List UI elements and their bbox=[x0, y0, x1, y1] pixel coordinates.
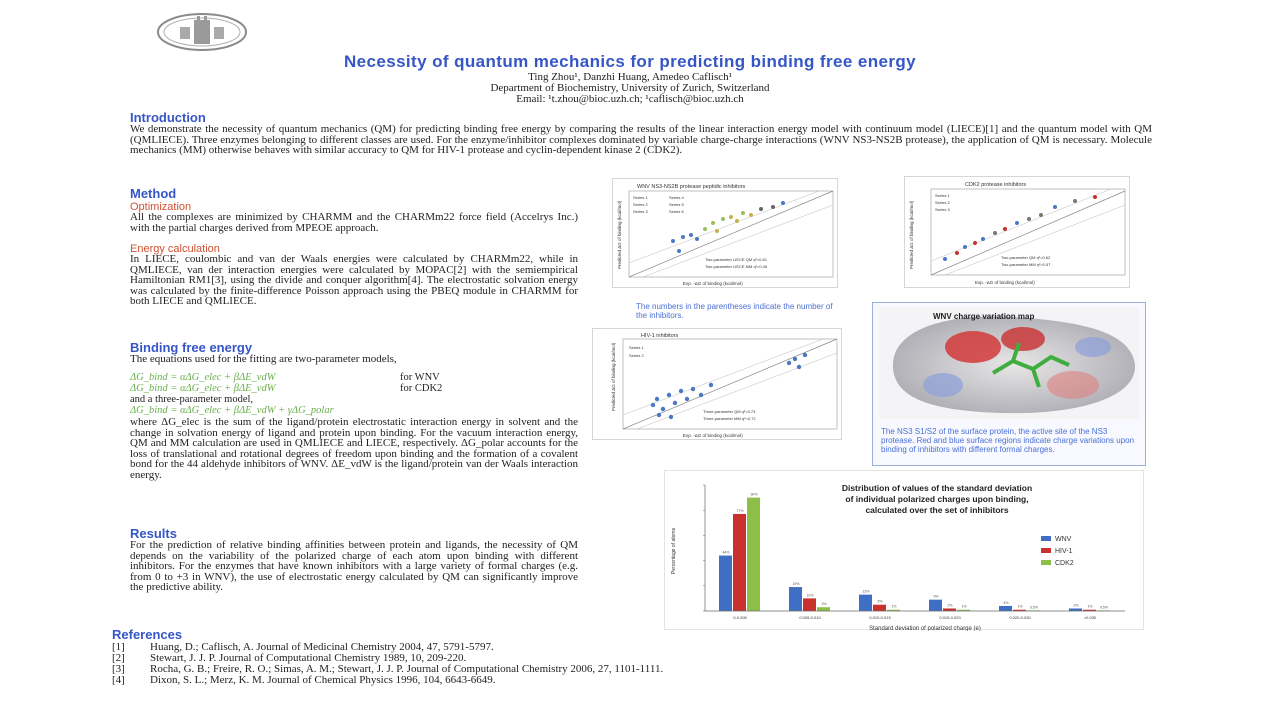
scatter-plot-wnv bbox=[612, 178, 838, 288]
author-block bbox=[140, 72, 1120, 105]
plot2-legend-2: Series 2 bbox=[935, 200, 950, 205]
bar-value-label: 44% bbox=[722, 550, 730, 555]
bar-value-label: 1% bbox=[1017, 604, 1023, 609]
bar-wnv-4 bbox=[999, 606, 1012, 611]
bar-hiv-1-3 bbox=[943, 608, 956, 611]
plot1-ylabel: Predicted ΔG of binding (kcal/mol) bbox=[617, 200, 622, 269]
scatter-plot-cdk2 bbox=[904, 176, 1130, 288]
bar-value-label: 3% bbox=[821, 602, 827, 607]
bar-cdk2-1 bbox=[817, 607, 830, 611]
introduction-text: We demonstrate the necessity of quantum mechanics (QM) for predicting binding free energy by comparing the results of the linear interaction energy model with continuum model (LIECE)[1] and the quantum model with QM (QMLIECE). Three enzymes belonging to different classes are used. For the enzyme/inhibitor complexes dominated by variable charge-charge interactions (WNV NS3-NS2B protease), the application of QM is necessary. Molecule mechanics (MM) otherwise behaves with similar accuracy to QM for HIV-1 protease and cyclin-dependent kinase 2 (CDK2). bbox=[130, 123, 1152, 157]
scatter-plot-hiv bbox=[592, 328, 842, 440]
binding-intro: The equations used for the fitting are two-parameter models, bbox=[130, 353, 397, 365]
reference-number: [1] bbox=[112, 641, 125, 653]
equation-2-formula: ΔG_bind = αΔG_elec + βΔE_vdW bbox=[130, 383, 276, 394]
reference-number: [2] bbox=[112, 652, 125, 664]
equation-2 bbox=[130, 383, 275, 394]
binding-heading: Binding free energy bbox=[130, 340, 253, 355]
legend-swatch-cdk2 bbox=[1041, 560, 1051, 565]
bar-value-label: 1% bbox=[1087, 604, 1093, 609]
bar-wnv-5 bbox=[1069, 608, 1082, 611]
bar-cdk2-0 bbox=[747, 498, 760, 611]
plot1-xlabel: Exp. -ΔG of binding (kcal/mol) bbox=[683, 281, 743, 286]
plot1-stat-mm: Two-parameter LIECE MM q²=0.45 bbox=[705, 264, 768, 269]
authors: Ting Zhou¹, Danzhi Huang, Amedeo Caflisch¹ bbox=[528, 71, 732, 83]
bar-value-label: 5% bbox=[877, 599, 883, 604]
reference-text: Huang, D.; Caflisch, A. Journal of Medicinal Chemistry 2004, 47, 5791-5797. bbox=[150, 641, 494, 653]
plot3-legend-2: Series 2 bbox=[629, 353, 644, 358]
bar-value-label: 2% bbox=[947, 603, 953, 608]
poster-title: Necessity of quantum mechanics for predicting binding free energy bbox=[343, 52, 916, 71]
plot1-legend-2: Series 2 bbox=[633, 202, 648, 207]
bar-title-1: Distribution of values of the standard deviation bbox=[841, 483, 1033, 493]
equation-3-formula: ΔG_bind = αΔG_elec + βΔE_vdW + γΔG_polar bbox=[130, 405, 334, 416]
plot3-stat-qm: Three-parameter QM q²=0.73 bbox=[703, 409, 756, 414]
plot3-legend-1: Series 1 bbox=[629, 345, 644, 350]
bar-category-label: 0.010-0.015 bbox=[869, 615, 891, 620]
references-heading: References bbox=[112, 627, 183, 642]
equation-3 bbox=[130, 405, 334, 416]
plot1-legend-4: Series 4 bbox=[669, 195, 684, 200]
legend-label-wnv: WNV bbox=[1055, 536, 1072, 543]
bar-wnv-1 bbox=[789, 587, 802, 611]
binding-text: where ΔG_elec is the sum of the ligand/protein electrostatic interaction energy in solvent and the change in solvation energy of ligand and protein upon binding. For the vacuum interaction energy, QM and MM calculation are used in QMLIECE and LIECE, respectively. ΔG_polar accounts for the loss of translational and rotational degrees of freedom upon binding and the formation of a covalent bond for the 44 aldehyde inhibitors of WNV. ΔE_vdW is the ligand/protein van der Waals interaction energy. bbox=[130, 416, 578, 481]
plot1-stat-qm: Two-parameter LIECE QM q²=0.61 bbox=[705, 257, 767, 262]
reference-text: Dixon, S. L.; Merz, K. M. Journal of Chemical Physics 1996, 104, 6643-6649. bbox=[150, 674, 496, 686]
bar-hiv-1-2 bbox=[873, 605, 886, 611]
bar-title-2: of individual polarized charges upon binding, bbox=[845, 494, 1029, 504]
bar-value-label: 90% bbox=[750, 492, 758, 497]
bar-ylabel: Percentage of atoms bbox=[671, 527, 677, 575]
plot3-xlabel: Exp. -ΔG of binding (kcal/mol) bbox=[683, 433, 743, 438]
bar-value-label: 19% bbox=[792, 582, 800, 587]
bar-wnv-0 bbox=[719, 556, 732, 611]
bar-legend bbox=[1041, 536, 1074, 567]
bar-category-label: >0.030 bbox=[1083, 615, 1097, 620]
plot2-points bbox=[943, 195, 1097, 261]
bar-value-label: 13% bbox=[862, 589, 870, 594]
results-text: For the prediction of relative binding affinities between protein and ligands, the necessity of QM depends on the variability of the polarized charge of each atom upon binding with different inhibitors. For the enzymes that have known inhibitors with a large variety of formal charges (e.g. from 0 to +3 in WNV), the use of electrostatic energy calculated by QM can significantly improve the predictive ability. bbox=[130, 539, 578, 594]
university-logo bbox=[156, 12, 248, 52]
plot2-legend-1: Series 1 bbox=[935, 193, 950, 198]
reference-text: Rocha, G. B.; Freire, R. O.; Simas, A. M.; Stewart, J. J. P. Journal of Computational Chemistry 2006, 27, 1101-1111. bbox=[150, 663, 664, 675]
bar-value-label: 9% bbox=[933, 594, 939, 599]
bar-value-label: 0.5% bbox=[1030, 605, 1038, 610]
plot3-stat-mm: Three-parameter MM q²=0.72 bbox=[703, 416, 756, 421]
bar-category-label: 0.020-0.030 bbox=[1009, 615, 1031, 620]
bar-value-label: 1% bbox=[961, 604, 967, 609]
bar-value-label: 77% bbox=[736, 508, 744, 513]
legend-label-hiv-1: HIV-1 bbox=[1055, 548, 1073, 555]
plot2-title: CDK2 protease inhibitors bbox=[965, 182, 1027, 188]
plot2-ylabel: Predicted ΔG of binding (kcal/mol) bbox=[909, 200, 914, 269]
bar-category-label: 0.015-0.020 bbox=[939, 615, 961, 620]
bar-value-label: 10% bbox=[806, 593, 814, 598]
bar-chart-panel bbox=[664, 470, 1144, 630]
energy-calculation-heading: Energy calculation bbox=[130, 243, 220, 255]
optimization-heading: Optimization bbox=[130, 201, 192, 213]
plot3-ylabel: Predicted ΔG of binding (kcal/mol) bbox=[611, 342, 616, 411]
reference-item bbox=[112, 675, 663, 686]
energy-calculation-text: In LIECE, coulombic and van der Waals energies were calculated by CHARMm22, while in QMLIECE, van der interaction energies were calculated by MOPAC[2] with the semiempirical Hamiltonian RM1[3], using the divide and conquer algorithm[4]. The electrostatic solvation energy was calculated by the finite-difference Poisson approach using the PBEQ module in CHARMM for both LIECE and QMLIECE. bbox=[130, 253, 578, 308]
method-heading: Method bbox=[130, 186, 177, 201]
equation-1-label: for WNV bbox=[400, 372, 440, 383]
legend-swatch-wnv bbox=[1041, 536, 1051, 541]
equation-1 bbox=[130, 372, 275, 383]
plot-caption: The numbers in the parentheses indicate the number of the inhibitors. bbox=[636, 302, 833, 320]
bar-hiv-1-0 bbox=[733, 514, 746, 611]
references-list bbox=[112, 642, 663, 686]
email: Email: ¹t.zhou@bioc.uzh.ch; ¹caflisch@bioc.uzh.ch bbox=[516, 93, 744, 105]
structure-caption: The NS3 S1/S2 of the surface protein, the active site of the NS3 protease. Red and blue surface regions indicate charge variations upon binding of inhibitors with different formal charges. bbox=[881, 427, 1135, 454]
affiliation: Department of Biochemistry, University of Zurich, Switzerland bbox=[490, 82, 770, 94]
plot1-legend-6: Series 6 bbox=[669, 209, 684, 214]
structure-figure bbox=[872, 302, 1146, 466]
bar-wnv-3 bbox=[929, 600, 942, 611]
bar-value-label: 1% bbox=[891, 604, 897, 609]
plot2-legend-3: Series 3 bbox=[935, 207, 950, 212]
plot1-legend-5: Series 5 bbox=[669, 202, 684, 207]
plot1-points bbox=[671, 201, 785, 253]
reference-number: [3] bbox=[112, 663, 125, 675]
bar-category-label: 0.005-0.010 bbox=[799, 615, 821, 620]
bar-wnv-2 bbox=[859, 595, 872, 611]
equation-1-formula: ΔG_bind = αΔG_elec + βΔE_vdW bbox=[130, 372, 276, 383]
plot1-legend-1: Series 1 bbox=[633, 195, 648, 200]
plot3-title: HIV-1 inhibitors bbox=[641, 333, 679, 339]
plot1-title: WNV NS3-NS2B protease peptidic inhibitors bbox=[637, 184, 746, 190]
bar-value-label: 2% bbox=[1073, 603, 1079, 608]
bar-title-3: calculated over the set of inhibitors bbox=[865, 505, 1009, 515]
introduction-heading: Introduction bbox=[130, 110, 206, 125]
plot2-stat-mm: Two-parameter MM q²=0.57 bbox=[1001, 262, 1051, 267]
optimization-text: All the complexes are minimized by CHARMM and the CHARMm22 force field (Accelrys Inc.) with the partial charges derived from MPEOE approach. bbox=[130, 211, 578, 234]
reference-number: [4] bbox=[112, 674, 125, 686]
legend-swatch-hiv-1 bbox=[1041, 548, 1051, 553]
reference-text: Stewart, J. J. P. Journal of Computational Chemistry 1989, 10, 209-220. bbox=[150, 652, 467, 664]
bar-xlabel: Standard deviation of polarized charge (e) bbox=[869, 626, 981, 631]
plot2-xlabel: Exp. -ΔG of binding (kcal/mol) bbox=[975, 280, 1035, 285]
plot2-stat-qm: Two-parameter QM q²=0.62 bbox=[1001, 255, 1051, 260]
bar-chart bbox=[665, 471, 1145, 631]
binding-mid: and a three-parameter model, bbox=[130, 394, 254, 405]
legend-label-cdk2: CDK2 bbox=[1055, 560, 1074, 567]
equation-2-label: for CDK2 bbox=[400, 383, 443, 394]
plot1-legend-3: Series 3 bbox=[633, 209, 648, 214]
results-heading: Results bbox=[130, 526, 177, 541]
bar-category-label: 0-0.005 bbox=[733, 615, 747, 620]
bar-hiv-1-1 bbox=[803, 598, 816, 611]
bar-value-label: 4% bbox=[1003, 600, 1009, 605]
structure-title: WNV charge variation map bbox=[933, 312, 1035, 321]
bar-value-label: 0.5% bbox=[1100, 605, 1108, 610]
